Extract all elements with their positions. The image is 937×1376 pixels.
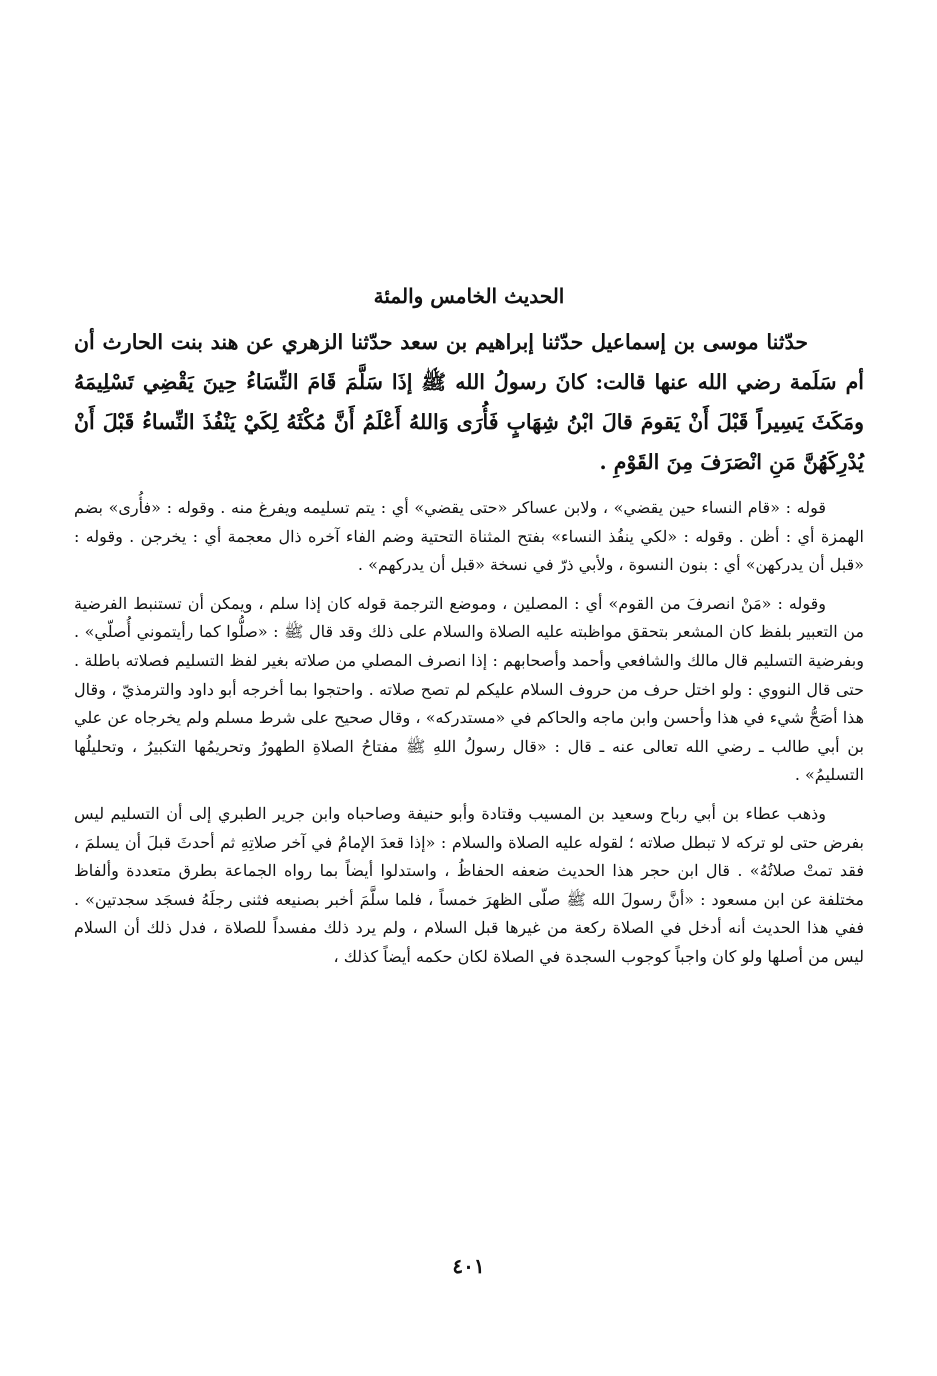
page-number: ٤٠١ xyxy=(452,1254,485,1278)
commentary-paragraph: وقوله : «مَنْ انصرفَ من القوم» أي : المصلين ، وموضع الترجمة قوله كان إذا سلم ، ويمكن أن تستنبط الفرضية من التعبير بلفظ كان المشعر بتحقق مواظبته عليه الصلاة والسلام على ذلك وقد قال ﷺ : «صلُّوا كما رأيتموني أُصلّي» . وبفرضية التسليم قال مالك والشافعي وأحمد وأصحابهم : إذا انصرف المصلي من صلاته بغير لفظ التسليم فصلاته باطلة . حتى قال النووي : ولو اختل حرف من حروف السلام عليكم لم تصح صلاته . واحتجوا بما أخرجه أبو داود والترمذيّ ، وقال هذا أصَحُّ شيء في هذا وأحسن وابن ماجه والحاكم في «مستدركه» ، وقال صحيح على شرط مسلم ولم يخرجاه عن علي بن أبي طالب ـ رضي الله تعالى عنه ـ قال : «قال رسولُ اللهِ ﷺ مفتاحُ الصلاةِ الطهورُ وتحريمُها التكبيرُ ، وتحليلُها التسليمُ» . xyxy=(74,593,864,785)
hadith-text: حدّثنا موسى بن إسماعيل حدّثنا إبراهيم بن سعد حدّثنا الزهري عن هند بنت الحارث أن أم سَلَمة رضي الله عنها قالت: كانَ رسولُ الله ﷺ إذَا سَلَّمَ قَامَ النِّسَاءُ حِينَ يَقْضِي تَسْلِيمَهُ ومَكَثَ يَسِيراً قَبْلَ أَنْ يَقومَ قالَ ابْنُ شِهَابٍ فَأُرَى وَاللهُ أَعْلَمُ أَنَّ مُكْثَهُ لِكَيْ يَنْفُذَ النِّساءُ قَبْلَ أَنْ يُدْرِكَهُنَّ مَنِ انْصَرَفَ مِنَ القَوْمِ . xyxy=(74,330,864,474)
page-body xyxy=(74,276,864,982)
commentary-paragraph: وذهب عطاء بن أبي رباح وسعيد بن المسيب وقتادة وأبو حنيفة وصاحباه وابن جرير الطبري إلى أن التسليم ليس بفرض حتى لو تركه لا تبطل صلاته ؛ لقوله عليه الصلاة والسلام : «إذا قعدَ الإمامُ في آخر صلاتِهِ ثم أحدثَ قبلَ أن يسلمَ ، فقد تمتْ صلاتُهُ» . قال ابن حجر هذا الحديث ضعفه الحفاظُ ، واستدلوا أيضاً بما رواه الجماعة بطرق متعددة وألفاظ مختلفة عن ابن مسعود : «أنَّ رسولَ الله ﷺ صلّى الظهرَ خمساً ، فلما سلَّمَ أخبر بصنيعه فثنى رجلَهُ فسجَد سجدتين» . ففي هذا الحديث أنه أدخل في الصلاة ركعة من غيرها قبل السلام ، ولم يرد ذلك مفسداً للصلاة ، فدل ذلك أن السلام ليس من أصلها ولو كان واجباً كوجوب السجدة في الصلاة لكان حكمه أيضاً كذلك ، xyxy=(74,803,865,966)
commentary-paragraph: قوله : «قام النساء حين يقضي» ، ولابن عساكر «حتى يقضي» أي : يتم تسليمه ويفرغ منه . وقوله : «فأُرى» بضم الهمزة أي : أظن . وقوله : «لكي ينفُذ النساء» بفتح المثناة التحتية وضم الفاء آخره ذال معجمة أي : يخرجن . وقوله : «قبل أن يدركهن» أي : بنون النسوة ، ولأبي ذرّ في نسخة «قبل أن يدركهم» . xyxy=(74,498,864,575)
section-heading: الحديث الخامس والمئة xyxy=(373,284,565,308)
